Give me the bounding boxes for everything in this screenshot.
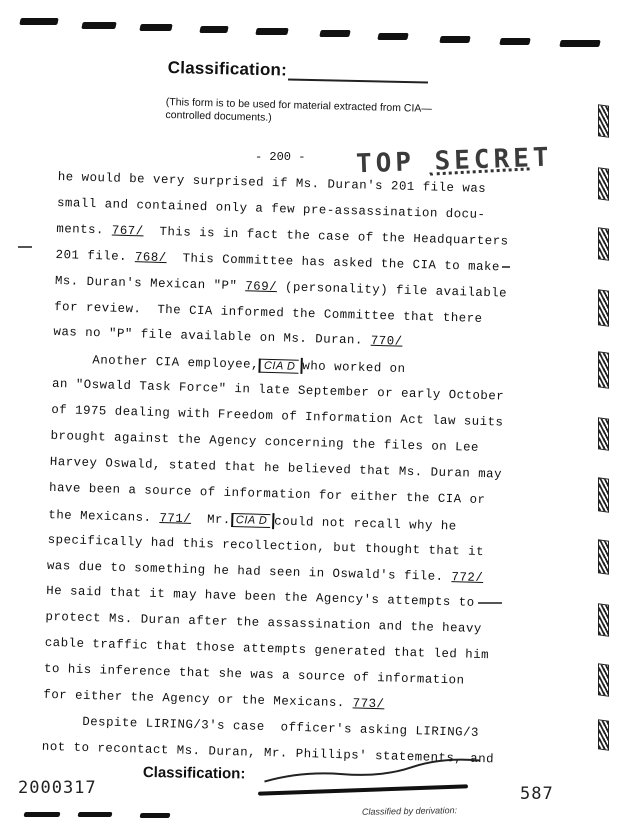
margin-mark-4 (598, 289, 609, 327)
line-text: protect Ms. Duran after the assassination and the heavy (45, 610, 483, 637)
bates-number: 587 (520, 784, 554, 804)
derivation-note: Classified by derivation: (361, 805, 458, 817)
line-text: ments. (56, 221, 113, 238)
right-margin-smudge-1 (502, 266, 510, 268)
bottom-dash-3 (139, 813, 170, 818)
body-line (54, 299, 483, 325)
top-dash-6 (319, 30, 350, 37)
body-line (52, 377, 505, 404)
body-line (53, 325, 402, 349)
line-text: could not recall why he (274, 514, 457, 534)
line-text: have been a source of information for either the CIA or (48, 480, 486, 507)
margin-mark-10 (598, 663, 609, 697)
bottom-dash-1 (23, 812, 60, 817)
top-dash-4 (199, 26, 228, 33)
margin-mark-6 (598, 417, 609, 451)
footnote-ref: 769/ (245, 278, 278, 294)
page-number: - 200 - (255, 150, 306, 164)
top-secret-stamp: TOP SECRET (355, 142, 554, 180)
body-line (43, 688, 385, 712)
body-line (52, 351, 405, 377)
line-text: Despite LIRING/3's case officer's asking LIRING/3 (42, 713, 480, 740)
classification-footer: Classification: (142, 764, 246, 783)
body-line (47, 532, 484, 558)
line-text: to his inference that she was a source of information (43, 661, 465, 688)
classification-header: Classification: (167, 58, 288, 80)
bottom-dash-2 (77, 812, 112, 817)
classification-header-line (288, 79, 428, 84)
line-text: small and contained only a few pre-assassination docu- (56, 195, 486, 222)
body-line (55, 248, 500, 274)
line-text: Ms. Duran's Mexican "P" (54, 273, 246, 293)
body-line (47, 558, 484, 584)
line-text: not to recontact Ms. Duran, Mr. Phillips' statements, and (41, 739, 495, 767)
redaction-bracket: CIA D (259, 358, 299, 373)
line-text: was due to something he had seen in Oswald's file. (46, 558, 452, 584)
left-margin-smudge (18, 246, 32, 248)
document-id: 2000317 (18, 778, 97, 798)
margin-mark-5 (598, 351, 609, 389)
footnote-ref: 771/ (159, 510, 192, 526)
top-dash-1 (19, 18, 58, 25)
line-text: This is in fact the case of the Headquarters (143, 224, 509, 249)
form-notice: (This form is to be used for material extracted from CIA—controlled documents.) (165, 96, 433, 124)
margin-mark-11 (598, 719, 609, 751)
right-margin-smudge-2 (478, 602, 502, 604)
line-text: specifically had this recollection, but thought that it (47, 532, 485, 559)
body-line (55, 274, 508, 301)
margin-mark-9 (598, 603, 609, 637)
body-line (42, 714, 479, 740)
line-text: was no "P" file available on Ms. Duran. (53, 325, 371, 349)
line-text: This Committee has asked the CIA to make (166, 250, 501, 275)
line-text: (personality) file available (276, 279, 508, 301)
line-text: for either the Agency or the Mexicans. (43, 687, 353, 711)
top-dash-10 (559, 40, 600, 47)
line-text: He said that it may have been the Agency's attempts to (46, 584, 475, 611)
body-line (44, 662, 465, 688)
body-line (45, 636, 490, 662)
redaction-bracket: CIA D (231, 513, 271, 528)
margin-mark-3 (598, 227, 609, 261)
line-text: the Mexicans. (48, 507, 160, 525)
body-line (56, 222, 509, 249)
footnote-ref: 767/ (111, 223, 144, 239)
body-line (48, 507, 457, 534)
line-text: of 1975 dealing with Freedom of Information Act law suits (51, 403, 504, 430)
footnote-ref: 772/ (451, 569, 484, 585)
line-text: brought against the Agency concerning the files on Lee (50, 428, 480, 455)
footer-redaction-line (258, 784, 468, 795)
line-text: Mr. (190, 511, 232, 527)
top-dash-7 (377, 33, 408, 40)
line-text: an "Oswald Task Force" in late September or early October (51, 377, 505, 404)
top-dash-5 (255, 28, 288, 35)
line-text: he would be very surprised if Ms. Duran's 201 file was (57, 170, 487, 196)
footnote-ref: 773/ (352, 696, 385, 712)
top-dash-9 (499, 38, 530, 45)
body-line (57, 196, 486, 222)
line-text: Harvey Oswald, stated that he believed that Ms. Duran may (49, 454, 503, 482)
line-text: cable traffic that those attempts generated that led him (44, 636, 490, 663)
line-text: who worked on (302, 359, 406, 377)
top-dash-3 (139, 24, 172, 31)
body-line (50, 429, 479, 455)
body-line (46, 584, 475, 610)
line-text: Another CIA employee, (52, 352, 260, 373)
line-text: for review. The CIA informed the Committee that there (53, 299, 483, 326)
body-line (50, 455, 503, 482)
body-line (45, 610, 482, 636)
body-line (51, 403, 504, 430)
margin-mark-2 (598, 167, 609, 201)
top-dash-8 (439, 36, 470, 43)
margin-mark-1 (598, 104, 609, 138)
footnote-ref: 770/ (370, 334, 403, 350)
footnote-ref: 768/ (134, 249, 167, 265)
margin-mark-7 (598, 477, 609, 513)
body-line (49, 481, 486, 507)
top-dash-2 (81, 22, 116, 29)
margin-mark-8 (598, 539, 609, 575)
line-text: 201 file. (55, 247, 136, 264)
